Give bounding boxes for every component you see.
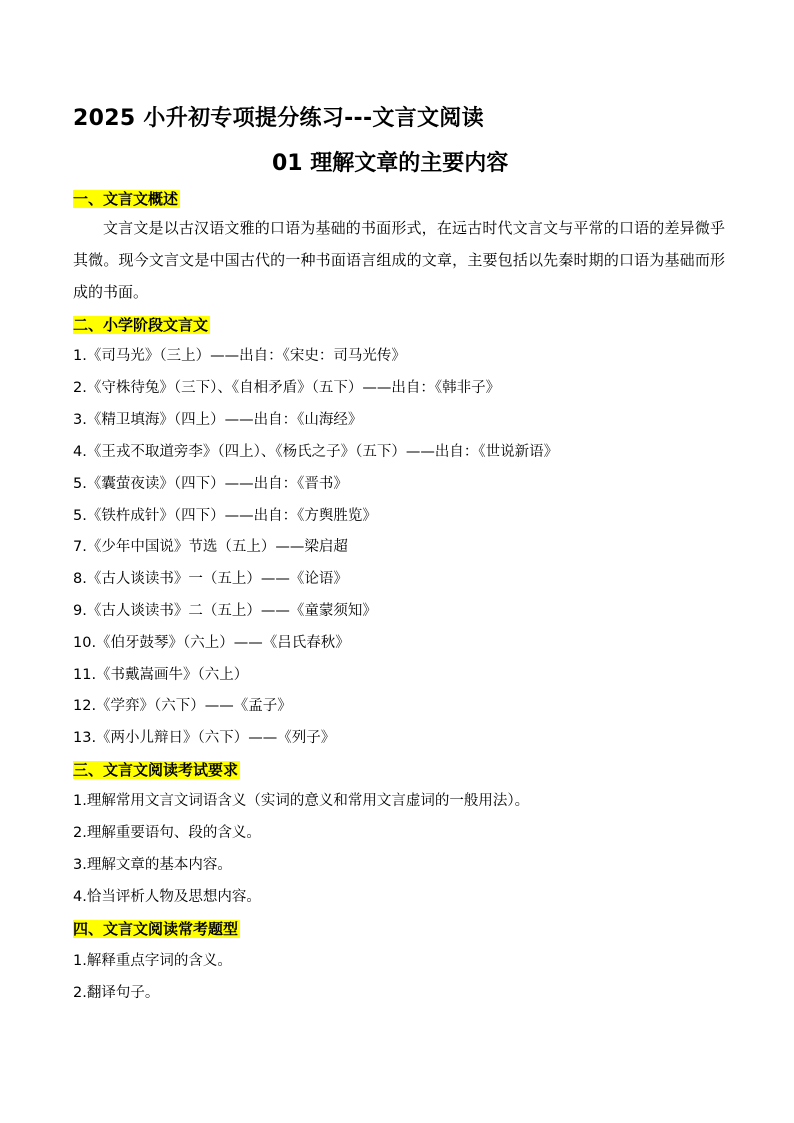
section-heading-label: 一、文言文概述: [73, 190, 179, 208]
list-item: 7.《少年中国说》节选（五上）——梁启超: [73, 539, 348, 555]
section-heading-label: 四、文言文阅读常考题型: [73, 920, 239, 938]
list-item: 5.《铁杵成针》（四下）——出自：《方舆胜览》: [73, 508, 377, 524]
section-heading-question-types: [73, 918, 240, 940]
list-item: 1.《司马光》（三上）——出自：《宋史：司马光传》: [73, 348, 406, 364]
list-item: 2.《守株待兔》（三下）、《自相矛盾》（五下）——出自：《韩非子》: [73, 380, 501, 396]
list-item: 12.《学弈》（六下）——《孟子》: [73, 698, 292, 714]
list-item: 1.解释重点字词的含义。: [73, 953, 232, 969]
list-item: 2.理解重要语句、段的含义。: [73, 825, 261, 841]
list-item: 4.《王戎不取道旁李》（四上）、《杨氏之子》（五下）——出自：《世说新语》: [73, 444, 559, 460]
section-heading-label: 二、小学阶段文言文: [73, 316, 209, 334]
list-item: 4.恰当评析人物及思想内容。: [73, 889, 261, 905]
overview-paragraph: 文言文是以古汉语文雅的口语为基础的书面形式，在远古时代文言文与平常的口语的差异微乎其微。现今文言文是中国古代的一种书面语言组成的文章，主要包括以先秦时期的口语为基础而形成的书面。: [73, 219, 725, 301]
list-item: 8.《古人谈读书》一（五上）——《论语》: [73, 571, 348, 587]
document-subtitle: 01 理解文章的主要内容: [272, 151, 509, 176]
list-item: 11.《书戴嵩画牛》（六上）: [73, 667, 249, 683]
list-item: 10.《伯牙鼓琴》（六上）——《吕氏春秋》: [73, 635, 350, 651]
section-heading-exam-requirements: [73, 759, 240, 781]
section-heading-label: 三、文言文阅读考试要求: [73, 761, 239, 779]
section-heading-overview: [73, 188, 180, 210]
list-item: 1.理解常用文言文词语含义（实词的意义和常用文言虚词的一般用法）。: [73, 793, 530, 809]
list-item: 2.翻译句子。: [73, 985, 160, 1001]
list-item: 3.《精卫填海》（四上）——出自：《山海经》: [73, 412, 363, 428]
list-item: 3.理解文章的基本内容。: [73, 857, 232, 873]
list-item: 13.《两小儿辩日》（六下）——《列子》: [73, 730, 336, 746]
list-item: 9.《古人谈读书》二（五上）——《童蒙须知》: [73, 603, 377, 619]
section-heading-primary-texts: [73, 314, 210, 336]
list-item: 5.《囊萤夜读》（四下）——出自：《晋书》: [73, 476, 348, 492]
document-title: 2025 小升初专项提分练习---文言文阅读: [73, 106, 484, 131]
